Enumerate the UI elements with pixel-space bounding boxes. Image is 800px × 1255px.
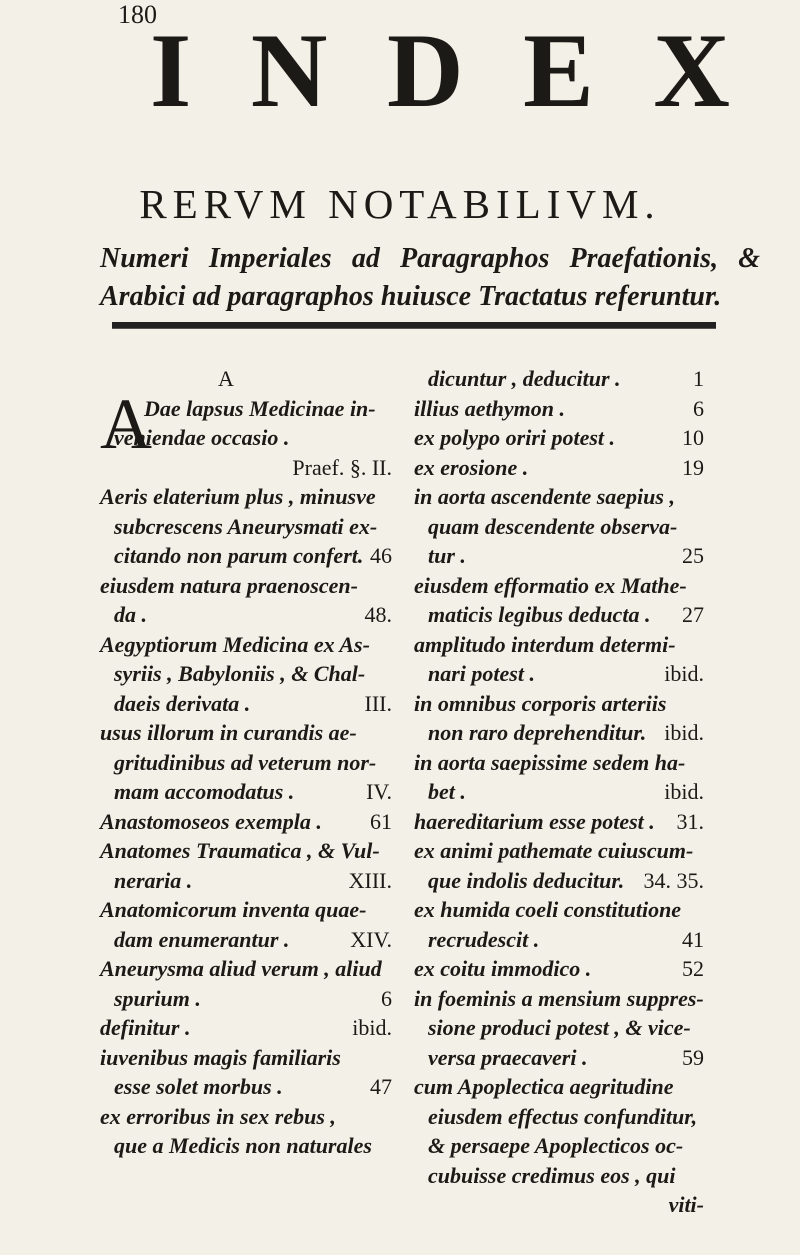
entry-reference: 27	[682, 602, 704, 627]
entry-text: viti-	[668, 1192, 704, 1217]
index-entry-line	[414, 984, 704, 1014]
index-entry-line	[100, 541, 392, 571]
entry-text: in foeminis a mensium suppres-	[414, 985, 704, 1011]
entry-reference: 48.	[364, 602, 392, 627]
prefatory-note: Numeri Imperiales ad Paragraphos Praefationis, & Arabici ad paragraphos huiusce Tractatus referuntur.	[100, 243, 760, 312]
entry-reference: 6	[693, 395, 704, 421]
index-entry-line	[414, 571, 704, 601]
entry-text: ex animi pathemate cuiuscum-	[414, 838, 694, 863]
entry-text: haereditarium esse potest .	[414, 808, 655, 834]
entry-text: mam accomodatus .	[114, 779, 295, 804]
entry-text: iuvenibus magis familiaris	[100, 1044, 341, 1070]
entry-text: daeis derivata .	[114, 690, 251, 716]
entry-text: dicuntur , deducitur .	[428, 366, 621, 391]
entry-text: Aegyptiorum Medicina ex As-	[100, 631, 370, 657]
entry-text: cubuisse credimus eos , qui	[428, 1162, 676, 1188]
title-letter: E	[523, 12, 594, 129]
index-entry-line	[100, 718, 392, 748]
index-entry-line	[414, 836, 704, 866]
entry-text: neraria .	[114, 867, 193, 893]
entry-text: esse solet morbus .	[114, 1074, 283, 1099]
index-entry-line	[414, 718, 704, 748]
title-letter: N	[250, 12, 328, 129]
index-entry-line	[414, 1072, 704, 1102]
page-number: 180	[118, 0, 157, 29]
index-entry-line	[100, 482, 392, 512]
entry-text: definitur .	[100, 1015, 191, 1040]
entry-text: eiusdem efformatio ex Mathe-	[414, 572, 687, 598]
entry-text: maticis legibus deducta .	[428, 602, 651, 627]
title-letter: I	[150, 12, 192, 129]
ornamental-rule	[112, 322, 716, 329]
entry-text: citando non parum confert.	[114, 543, 364, 568]
index-entry-line	[100, 1072, 392, 1102]
index-entry-line	[414, 925, 704, 955]
entry-text: usus illorum in curandis ae-	[100, 720, 357, 745]
left-column	[100, 364, 392, 1161]
entry-text: cum Apoplectica aegritudine	[414, 1074, 674, 1099]
index-entry-line	[100, 659, 392, 689]
entry-text: Anatomes Traumatica , & Vul-	[100, 838, 380, 863]
entry-text: amplitudo interdum determi-	[414, 631, 676, 657]
entry-text: da .	[114, 602, 147, 627]
section-letter: A	[218, 366, 234, 391]
entry-reference: 46	[370, 543, 392, 568]
entry-text: sione produci potest , & vice-	[428, 1015, 691, 1040]
entry-reference: 10	[682, 425, 704, 450]
entry-text: spurium .	[114, 985, 201, 1011]
index-title	[150, 10, 730, 132]
index-entry-line	[414, 689, 704, 719]
index-entry-line	[100, 1043, 392, 1073]
index-entry-line	[100, 895, 392, 925]
entry-text: subcrescens Aneurysmati ex-	[114, 513, 378, 539]
index-entry-line	[414, 1190, 704, 1220]
index-entry-line	[100, 571, 392, 601]
index-entry-line	[100, 807, 392, 837]
entry-text: illius aethymon .	[414, 395, 565, 421]
index-entry-line	[100, 1131, 392, 1161]
entry-text: in aorta ascendente saepius ,	[414, 484, 675, 509]
entry-reference: XIV.	[350, 926, 392, 952]
index-entry-line	[414, 1102, 704, 1132]
entry-reference: 1	[693, 366, 704, 391]
index-entry-line	[100, 925, 392, 955]
entry-text: veniendae occasio .	[114, 425, 290, 450]
entry-text: ex coitu immodico .	[414, 956, 592, 981]
index-entry-line	[414, 630, 704, 660]
index-entry-line	[414, 1161, 704, 1191]
index-entry-line	[414, 541, 704, 571]
entry-reference: XIII.	[348, 867, 392, 893]
index-entry-line	[414, 453, 704, 483]
entry-text: eiusdem effectus confunditur,	[428, 1103, 698, 1129]
index-entry-line	[414, 895, 704, 925]
entry-reference: 59	[682, 1044, 704, 1070]
title-letter: X	[653, 12, 730, 129]
entry-reference: 31.	[676, 808, 704, 834]
entry-reference: ibid.	[664, 779, 704, 804]
index-entry-line	[414, 364, 704, 394]
entry-text: syriis , Babyloniis , & Chal-	[114, 661, 366, 686]
subtitle: RERVM NOTABILIVM.	[139, 181, 661, 227]
index-entry-line	[100, 777, 392, 807]
entry-text: bet .	[428, 779, 466, 804]
index-entry-line	[100, 748, 392, 778]
right-column	[414, 364, 704, 1220]
index-entry-line	[414, 1131, 704, 1161]
entry-text: que a Medicis non naturales	[114, 1133, 372, 1158]
entry-text: gritudinibus ad veterum nor-	[114, 749, 377, 775]
index-entry-line	[414, 423, 704, 453]
index-entry-line	[100, 954, 392, 984]
entry-text: que indolis deducitur.	[428, 867, 625, 893]
entry-text: ex erosione .	[414, 454, 529, 480]
entry-reference: IV.	[366, 779, 392, 804]
index-entry-line	[100, 836, 392, 866]
entry-reference: 19	[682, 454, 704, 480]
drop-cap: A	[100, 383, 152, 464]
title-letter: D	[386, 12, 464, 129]
entry-text: & persaepe Apoplecticos oc-	[428, 1133, 684, 1158]
index-entry-line	[414, 954, 704, 984]
entry-text: non raro deprehenditur.	[428, 720, 647, 745]
index-entry-line	[100, 1102, 392, 1132]
index-entry-line	[414, 659, 704, 689]
entry-text: tur .	[428, 543, 466, 568]
entry-text: eiusdem natura praenoscen-	[100, 572, 358, 598]
index-entry-line	[414, 807, 704, 837]
index-entry-line	[414, 600, 704, 630]
entry-reference: III.	[364, 690, 392, 716]
index-entry-line	[100, 512, 392, 542]
entry-reference: 61	[370, 808, 392, 834]
entry-reference: ibid.	[664, 661, 704, 686]
entry-text: ex erroribus in sex rebus ,	[100, 1103, 336, 1129]
entry-text: Anastomoseos exempla .	[100, 808, 322, 834]
entry-reference: 25	[682, 543, 704, 568]
entry-text: ex polypo oriri potest .	[414, 425, 616, 450]
entry-text: Aneurysma aliud verum , aliud	[100, 956, 382, 981]
entry-text: Dae lapsus Medicinae in-	[144, 395, 376, 421]
entry-text: ex humida coeli constitutione	[414, 897, 682, 922]
entry-reference: 34. 35.	[643, 867, 704, 893]
entry-text: quam descendente observa-	[428, 513, 678, 539]
index-entry-line	[100, 689, 392, 719]
entry-text: Aeris elaterium plus , minusve	[100, 484, 376, 509]
entry-reference: 52	[682, 956, 704, 981]
index-entry-line	[100, 600, 392, 630]
entry-reference: ibid.	[352, 1015, 392, 1040]
entry-text: versa praecaveri .	[428, 1044, 588, 1070]
index-entry-line	[100, 866, 392, 896]
index-entry-line	[414, 394, 704, 424]
entry-text: in omnibus corporis arteriis	[414, 690, 667, 716]
entry-text: in aorta saepissime sedem ha-	[414, 749, 686, 775]
index-entry-line	[100, 1013, 392, 1043]
index-entry-line	[414, 1043, 704, 1073]
entry-text: Praef. §. II.	[292, 454, 392, 480]
entry-text: Anatomicorum inventa quae-	[100, 897, 367, 922]
entry-reference: 47	[370, 1074, 392, 1099]
entry-reference: ibid.	[664, 720, 704, 745]
entry-reference: 41	[682, 926, 704, 952]
index-entry-line	[414, 748, 704, 778]
entry-text: nari potest .	[428, 661, 535, 686]
index-entry-line	[414, 512, 704, 542]
entry-text: recrudescit .	[428, 926, 540, 952]
index-entry-line	[100, 984, 392, 1014]
entry-reference: 6	[381, 985, 392, 1011]
index-entry-line	[414, 866, 704, 896]
index-entry-line	[414, 1013, 704, 1043]
index-entry-line	[414, 482, 704, 512]
index-entry-line	[100, 630, 392, 660]
entry-text: dam enumerantur .	[114, 926, 290, 952]
index-entry-line	[414, 777, 704, 807]
